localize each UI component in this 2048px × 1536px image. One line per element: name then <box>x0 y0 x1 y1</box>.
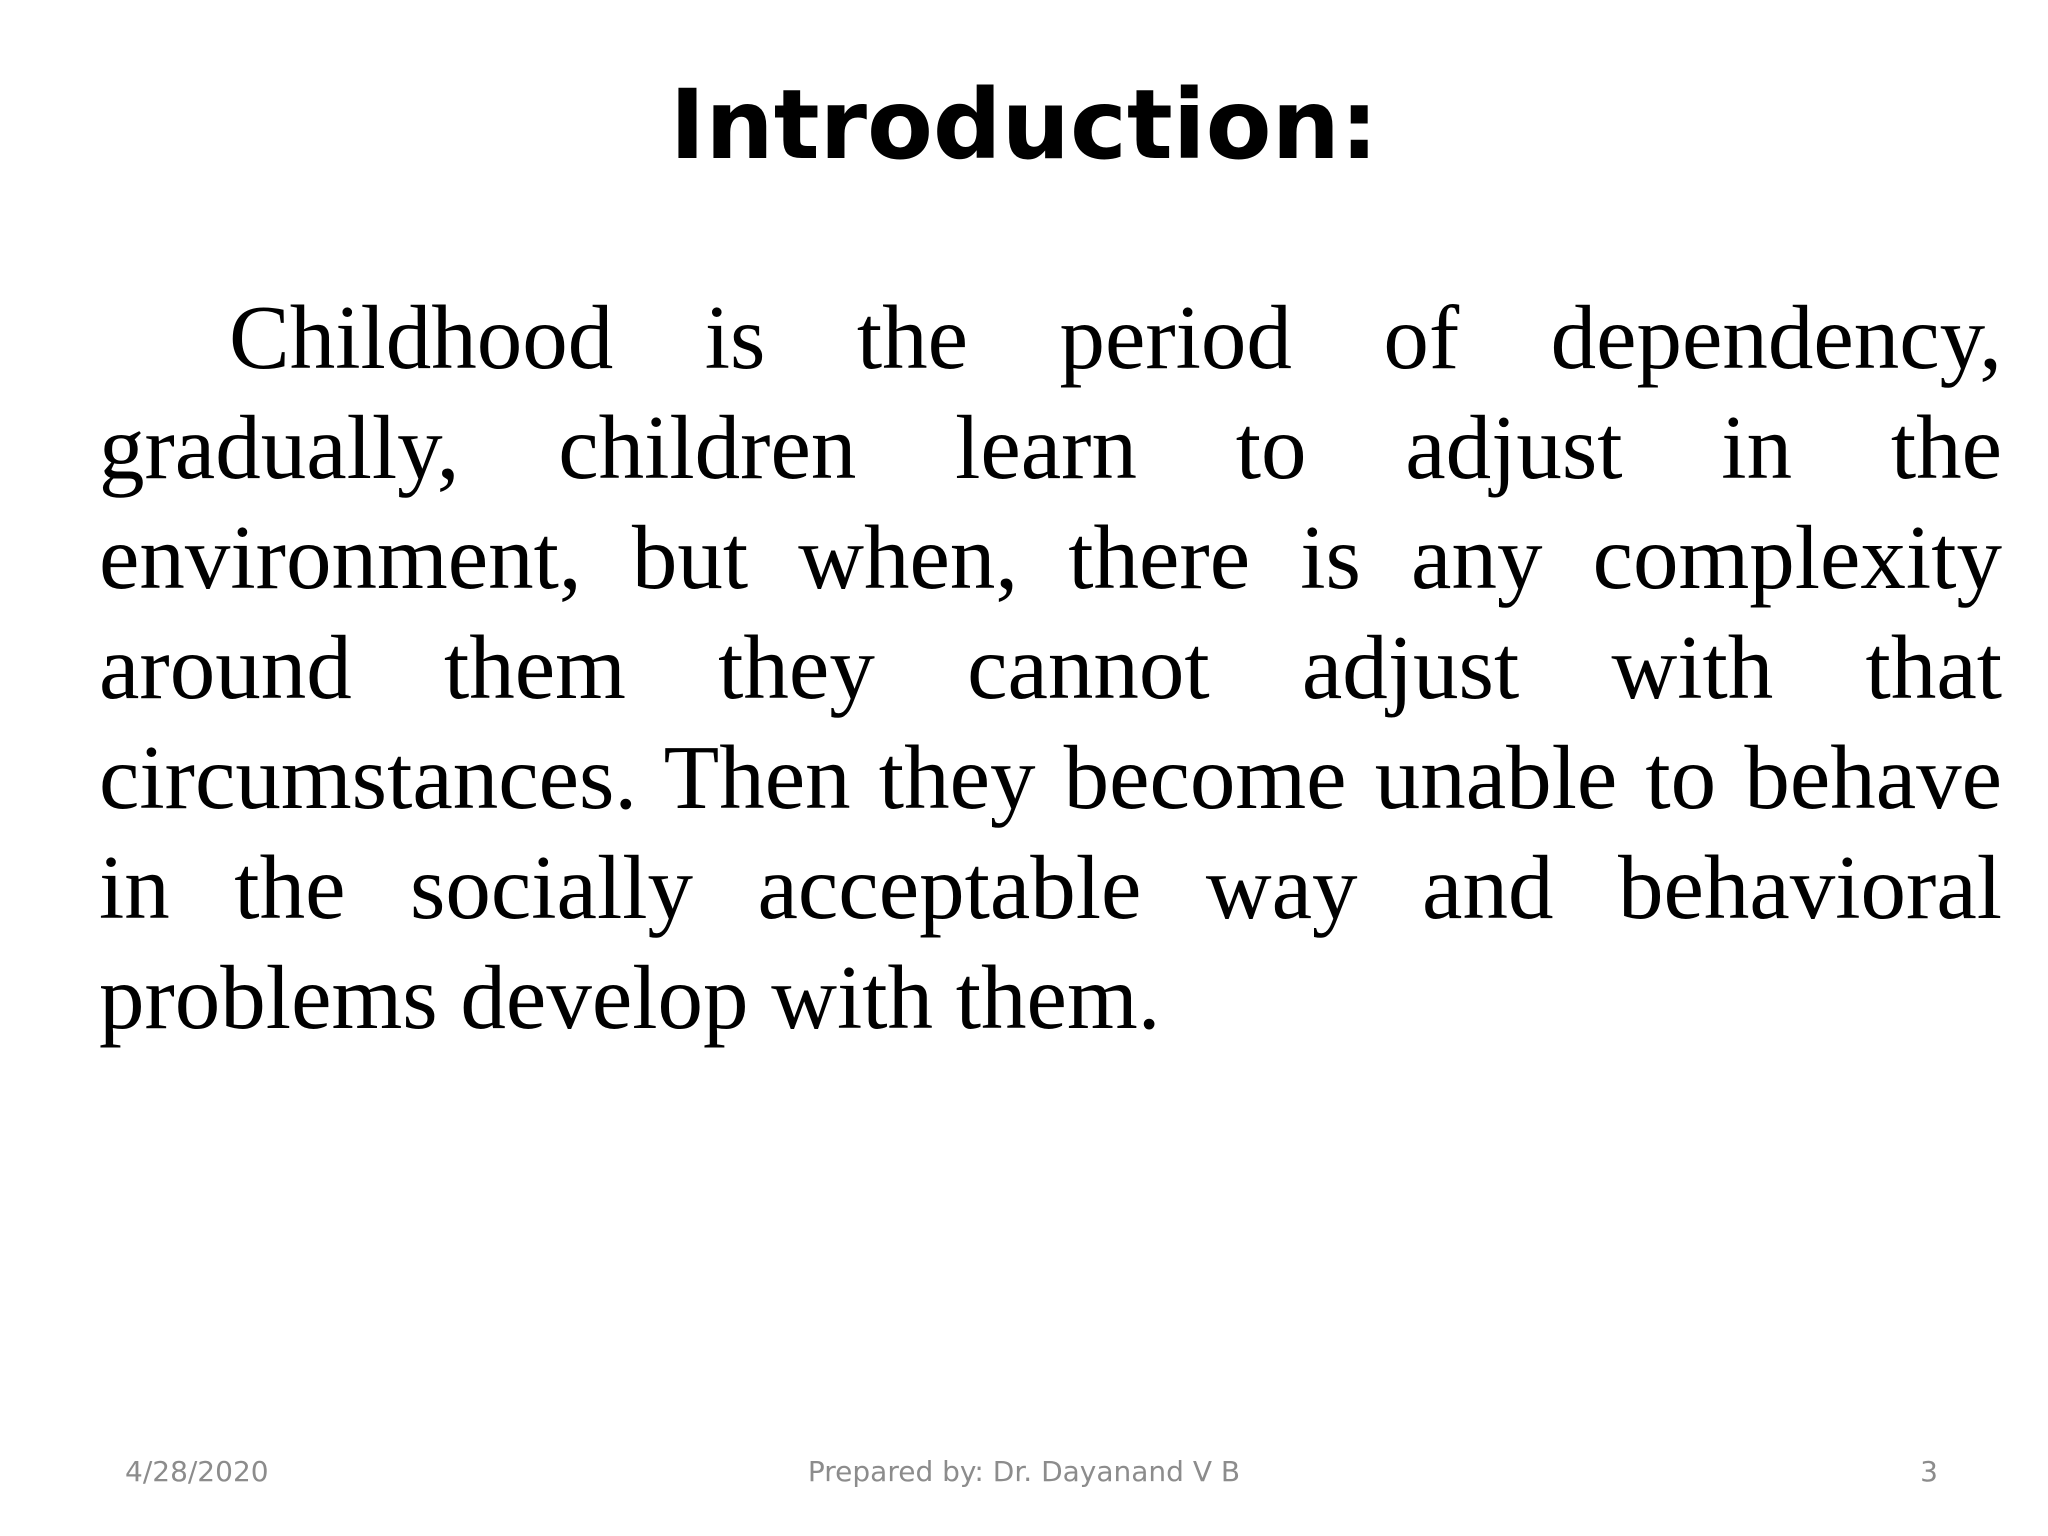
slide-body-paragraph: Childhood is the period of dependency, gradually, children learn to adjust in the environment, but when, there is any complexity around them they cannot adjust with that circumstances. Then they become unable to behave in the socially acceptable way and behavioral problems develop with them. <box>99 287 2002 1048</box>
footer-date: 4/28/2020 <box>125 1455 269 1488</box>
slide-title: Introduction: <box>669 69 1379 181</box>
footer-author: Prepared by: Dr. Dayanand V B <box>807 1455 1241 1488</box>
footer-page-number: 3 <box>1920 1455 1938 1488</box>
